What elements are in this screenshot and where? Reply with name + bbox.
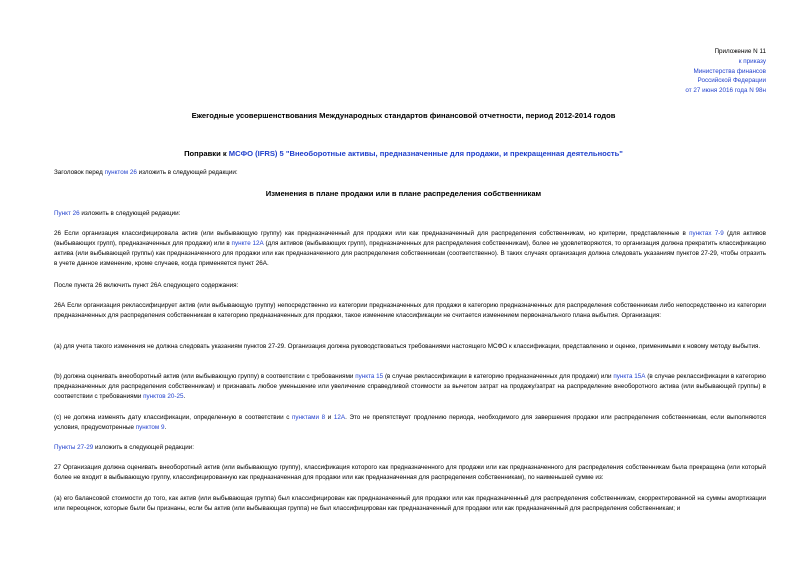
p26a-b-text-2: (в случае реклассификации в категорию предназначенных для продажи) или bbox=[383, 373, 614, 380]
p26a-b-text-4: . bbox=[183, 393, 186, 400]
p26a-c-text-1: (с) не должна изменять дату классификации, определенную в соответствии с bbox=[54, 414, 292, 421]
point-15-link[interactable]: пункта 15 bbox=[355, 373, 384, 380]
p27-note-after: изложить в следующей редакции: bbox=[93, 444, 195, 451]
heading-note-after: изложить в следующей редакции: bbox=[136, 169, 238, 176]
p27-text: 27 Организация должна оценивать внеоборотный актив (или выбывающую группу), классификация которого как предназначенного для продажи или как предназначенного для распределения собственникам была прекращена (или который более не входит в выбывающую группу, классифицированную как предназначенная для продажи или как предназначенная для распределения собственникам), по наименьшей сумме из: bbox=[54, 464, 766, 481]
section-heading: Изменения в плане продажи или в плане распределения собственникам bbox=[265, 189, 542, 198]
paragraph-27-a bbox=[54, 494, 766, 514]
point-12a-link-2[interactable]: 12А bbox=[333, 414, 346, 421]
amendment-title bbox=[0, 149, 807, 159]
points-8-link[interactable]: пунктами 8 bbox=[292, 414, 326, 421]
ifrs5-link[interactable]: МСФО (IFRS) 5 "Внеоборотные активы, предназначенные для продажи, и прекращенная деятельность" bbox=[228, 149, 623, 158]
p26-text-1: 26 Если организация классифицировала актив (или выбывающую группу) как предназначенный для продажи или как предназначенный для распределения собственникам, но критерии, представленные в bbox=[54, 230, 690, 237]
appendix-number: Приложение N 11 bbox=[714, 48, 766, 55]
p26-link[interactable]: Пункт 26 bbox=[54, 210, 80, 217]
p26a-c-text-3: . Это не препятствует продлению периода, необходимого для завершения продажи или распределения собственникам, если выполняются условия, предусмотренные bbox=[54, 414, 766, 431]
p27-note bbox=[54, 443, 766, 453]
paragraph-26a bbox=[54, 301, 766, 321]
document-title: Ежегодные усовершенствования Международных стандартов финансовой отчетности, период 2012-2014 годов bbox=[191, 111, 616, 120]
points-27-29-link[interactable]: Пункты 27-29 bbox=[54, 444, 94, 451]
paragraph-26 bbox=[54, 229, 766, 269]
p27-a-text: (а) его балансовой стоимости до того, как актив (или выбывающая группа) был классифицирован как предназначенный для продажи или как предназначенный для распределения собственникам, скорректированной на суммы амортизации или переоценок, которые были бы признаны, если бы актив (или выбывающая группа) не был классифицирован как предназначенный для продажи или как предназначенный для распределения собственникам; и bbox=[54, 495, 766, 512]
paragraph-27 bbox=[54, 463, 766, 483]
p26a-b-text-1: (b) должна оценивать внеоборотный актив (или выбывающую группу) в соответствии с требованиями bbox=[54, 373, 356, 380]
p26-text-3: (для активов (выбывающих групп), предназначенных для распределения собственникам), более не удовлетворяются, то организация должна прекратить классификацию актива (или выбывающей группы) как предназначенного для продажи или как предназначенного для распределения собственникам (соответственно). В таких случаях организация должна следовать указаниям пунктов 27-29, чтобы отразить в учете данное изменение, кроме случаев, когда применяется пункт 26А. bbox=[54, 240, 767, 267]
amendment-title-prefix: Поправки к bbox=[184, 149, 229, 158]
appendix-reference bbox=[685, 47, 766, 96]
point-9-link[interactable]: пунктом 9 bbox=[135, 424, 165, 431]
heading-note bbox=[54, 168, 766, 178]
paragraph-26a-b bbox=[54, 372, 766, 402]
point-26-link[interactable]: пунктом 26 bbox=[104, 169, 137, 176]
p26a-c-text-2: и bbox=[325, 414, 334, 421]
point-12a-link[interactable]: пункте 12А bbox=[231, 240, 264, 247]
p26-text-2: (для активов (выбывающих групп), предназначенных для продажи) или в bbox=[54, 230, 766, 247]
p26a-note: После пункта 26 включить пункт 26А следующего содержания: bbox=[54, 282, 239, 289]
heading-note-before: Заголовок перед bbox=[54, 169, 105, 176]
paragraph-26a-a bbox=[54, 342, 766, 352]
p26a-a-text: (а) для учета такого изменения не должна следовать указаниям пунктов 27-29. Организация должна руководствоваться требованиями настоящего МСФО к классификации, представлению и оценке, применимыми к новому методу выбытия. bbox=[54, 343, 761, 350]
p26a-text: 26А Если организация реклассифицирует актив (или выбывающую группу) непосредственно из категории предназначенных для продажи в категорию предназначенных для распределения собственникам либо непосредственно из категории предназначенных для распределения собственникам в категорию предназначенных для продажи, такое изменение классификации не считается изменением первоначального плана выбытия. Организация: bbox=[54, 302, 766, 319]
p26-note-after: изложить в следующей редакции: bbox=[79, 210, 181, 217]
points-20-25-link[interactable]: пунктов 20-25 bbox=[143, 393, 184, 400]
p26a-b-text-3: (в случае реклассификации в категорию предназначенных для распределения собственникам) и признавать любое уменьшение или увеличение справедливой стоимости за вычетом затрат на продажу/затрат на распределение внеоборотного актива (или выбывающей группы) в соответствии с требованиями bbox=[54, 373, 766, 400]
point-15a-link[interactable]: пункта 15А bbox=[613, 373, 646, 380]
p26a-c-text-4: . bbox=[164, 424, 167, 431]
ministry-link[interactable]: Министерства финансов bbox=[693, 67, 766, 75]
order-date-link[interactable]: от 27 июня 2016 года N 98н bbox=[685, 87, 766, 95]
paragraph-26a-c bbox=[54, 413, 766, 433]
p26-note bbox=[54, 209, 766, 219]
order-link[interactable]: к приказу bbox=[738, 57, 766, 65]
federation-link[interactable]: Российской Федерации bbox=[697, 77, 766, 85]
points-7-9-link[interactable]: пунктах 7-9 bbox=[689, 230, 724, 237]
